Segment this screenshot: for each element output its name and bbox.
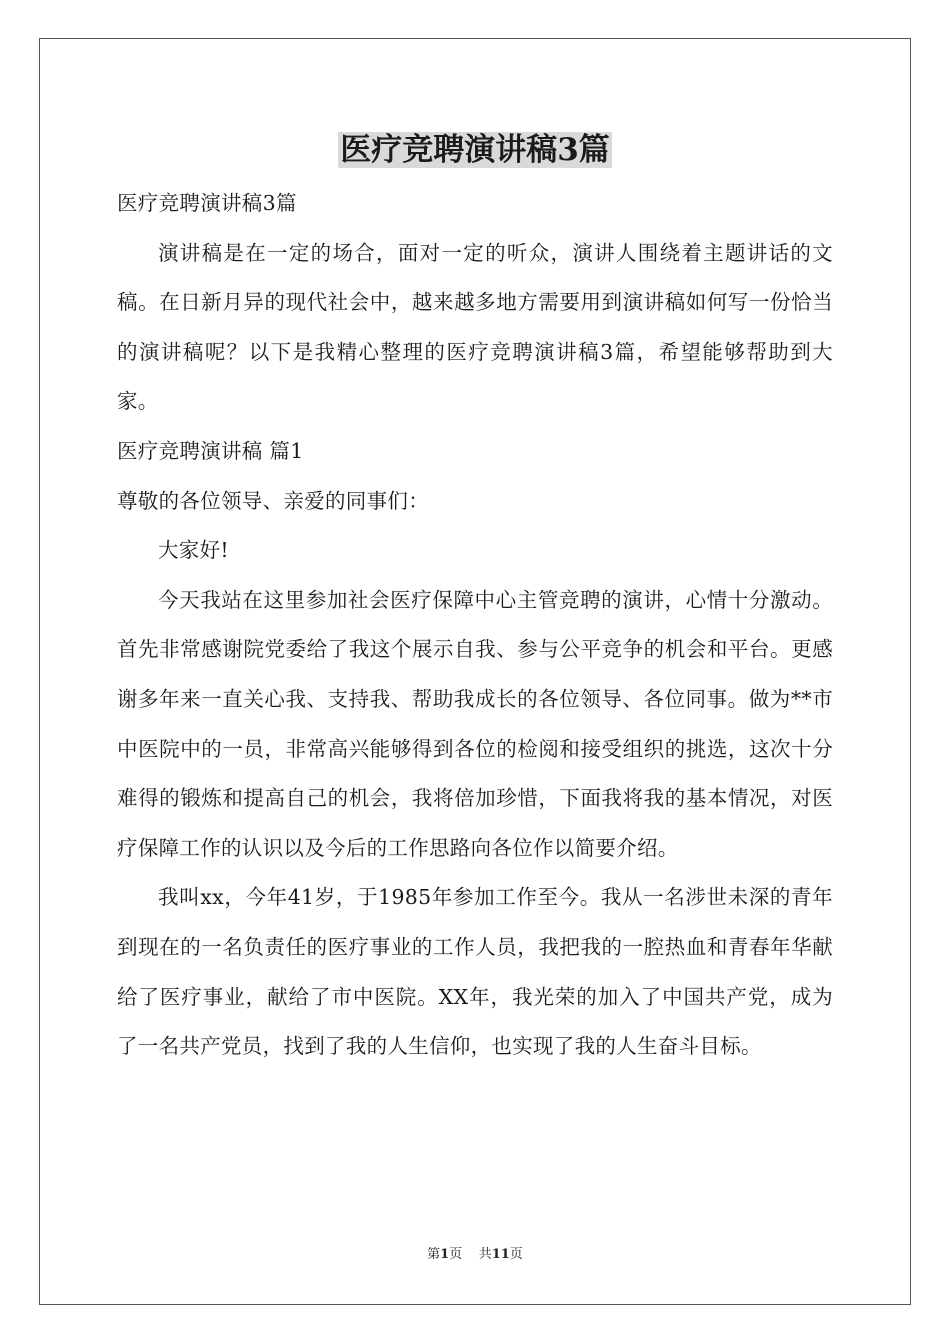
subtitle-line: 医疗竞聘演讲稿3篇	[117, 191, 297, 215]
page-total-count: 11	[491, 1247, 510, 1262]
body-paragraph: 我叫xx，今年41岁，于1985年参加工作至今。我从一名涉世未深的青年到现在的一名负责任的医疗事业的工作人员，我把我的一腔热血和青春年华献给了医疗事业，献给了市中医院。XX年，我光荣的加入了中国共产党，成为了一名共产党员，找到了我的人生信仰，也实现了我的人生奋斗目标。	[117, 885, 833, 1059]
intro-paragraph: 演讲稿是在一定的场合，面对一定的听众，演讲人围绕着主题讲话的文稿。在日新月异的现代社会中，越来越多地方需要用到演讲稿如何写一份恰当的演讲稿呢？以下是我精心整理的医疗竞聘演讲稿3篇，希望能够帮助到大家。	[117, 240, 833, 414]
page-footer	[0, 1246, 950, 1264]
page-total-prefix: 共	[478, 1247, 492, 1262]
document-body	[117, 179, 833, 1072]
document-title	[0, 128, 950, 172]
document-title-text: 医疗竞聘演讲稿3篇	[340, 132, 610, 168]
page-number-prefix: 第	[427, 1247, 441, 1262]
page-number-suffix: 页	[449, 1247, 463, 1262]
page-total-suffix: 页	[509, 1247, 523, 1262]
section-heading: 医疗竞聘演讲稿 篇1	[117, 438, 304, 463]
page-number-current: 1	[440, 1247, 450, 1262]
body-paragraph: 今天我站在这里参加社会医疗保障中心主管竞聘的演讲，心情十分激动。首先非常感谢院党委给了我这个展示自我、参与公平竞争的机会和平台。更感谢多年来一直关心我、支持我、帮助我成长的各位领导、各位同事。做为**市中医院中的一员，非常高兴能够得到各位的检阅和接受组织的挑选，这次十分难得的锻炼和提高自己的机会，我将倍加珍惜，下面我将我的基本情况，对医疗保障工作的认识以及今后的工作思路向各位作以简要介绍。	[117, 587, 833, 860]
greeting: 大家好!	[158, 538, 229, 563]
salutation: 尊敬的各位领导、亲爱的同事们：	[117, 488, 429, 513]
